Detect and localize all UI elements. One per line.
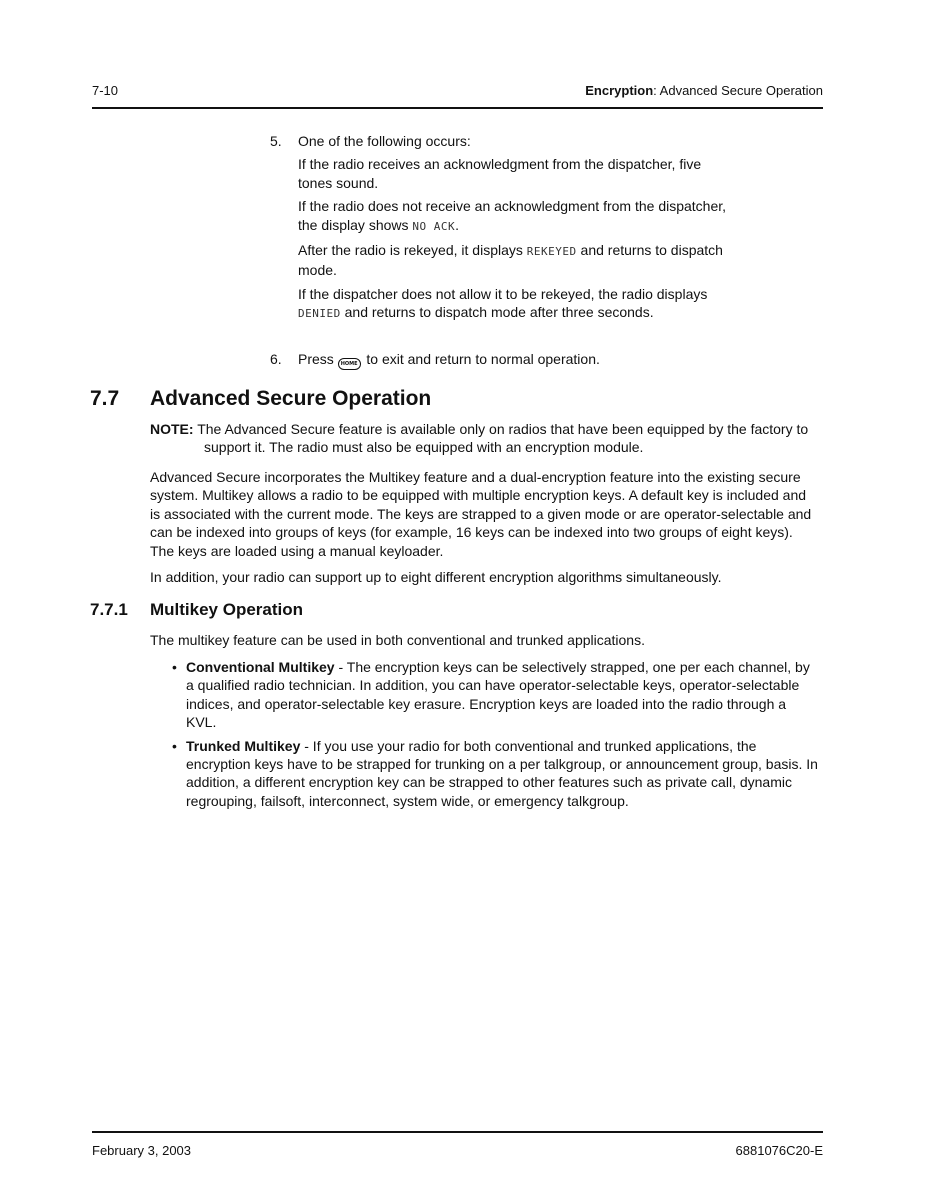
step-paragraph	[298, 350, 730, 370]
bullet-term: Conventional Multikey	[186, 659, 335, 675]
step-paragraph	[298, 197, 730, 236]
bullet-text: - The encryption keys can be selectively strapped, one per each channel, by a qualified radio technician. In addition, you can have operator-selectable keys, operator-selectable indices, and operator-selectable key erasure. Encryption keys are loaded into the radio through a KVL.	[186, 659, 810, 731]
subsection-number: 7.7.1	[90, 600, 128, 619]
step-intro: One of the following occurs:	[298, 133, 471, 149]
text-run: If the dispatcher does not allow it to be rekeyed, the radio displays	[298, 285, 708, 302]
bullet-icon: •	[172, 659, 177, 675]
display-text-no-ack: NO ACK	[412, 219, 456, 233]
section-heading	[90, 387, 431, 411]
text-run: and returns to dispatch mode after three seconds.	[340, 304, 654, 321]
bullet-list	[172, 658, 820, 815]
display-text-denied: DENIED	[298, 307, 341, 321]
paragraph-text: Advanced Secure incorporates the Multikey feature and a dual-encryption feature into the existing secure system. Multikey allows a radio to be equipped with multiple encryption keys. A default key is included and is associated with the current mode. The keys are strapped to a given mode or are operator-selectable and can be indexed into groups of keys (for example, 16 keys can be indexed into two groups of eight keys). The keys are loaded using a manual keyloader.	[150, 469, 812, 559]
section-number: 7.7	[90, 387, 120, 410]
text-run: and returns to dispatch mode.	[298, 242, 723, 279]
step-paragraph	[298, 285, 730, 324]
note-text: The Advanced Secure feature is available only on radios that have been equipped by the factory to support it. The radio must also be equipped with an encryption module.	[193, 421, 809, 456]
section-title: Advanced Secure Operation	[150, 387, 432, 410]
running-header-title: : Advanced Secure Operation	[653, 83, 823, 98]
step-5	[270, 132, 730, 329]
step-paragraph: If the radio receives an acknowledgment from the dispatcher, five tones sound.	[298, 156, 702, 191]
display-text-rekeyed: REKEYED	[526, 245, 577, 259]
footer-doc-number: 6881076C20-E	[735, 1143, 823, 1158]
page-number: 7-10	[92, 83, 119, 98]
subsection-title: Multikey Operation	[150, 600, 304, 619]
body-paragraph	[150, 631, 820, 649]
bullet-term: Trunked Multikey	[186, 737, 301, 754]
body-paragraph	[150, 568, 820, 586]
running-header	[585, 83, 823, 98]
home-key-icon: HOME	[338, 358, 361, 370]
text-run: to exit and return to normal operation.	[362, 351, 600, 367]
text-run: After the radio is rekeyed, it displays	[298, 242, 527, 259]
header-rule	[92, 107, 823, 109]
list-item	[172, 658, 820, 732]
bullet-icon: •	[172, 737, 177, 754]
step-6	[270, 350, 730, 375]
step-number: 6.	[270, 351, 282, 367]
note-label: NOTE:	[150, 421, 194, 437]
text-run: .	[455, 216, 460, 233]
footer-rule	[92, 1131, 823, 1133]
step-paragraph	[298, 241, 730, 280]
subsection-heading	[90, 600, 303, 620]
paragraph-text: The multikey feature can be used in both conventional and trunked applications.	[150, 632, 645, 648]
text-run: Press	[298, 351, 338, 367]
body-paragraph	[150, 468, 820, 560]
step-number: 5.	[270, 133, 282, 149]
footer-date: February 3, 2003	[92, 1143, 192, 1158]
bullet-text: - If you use your radio for both conventional and trunked applications, the encryption keys have to be strapped for trunking on a per talkgroup, or announcement group, basis. In addition, a different encryption key can be strapped to other features such as private call, dynamic regrouping, failsoft, interconnect, system wide, or emergency talkgroup.	[186, 737, 818, 809]
note	[150, 420, 820, 457]
paragraph-text: In addition, your radio can support up to eight different encryption algorithms simultaneously.	[150, 569, 722, 585]
list-item	[172, 737, 820, 811]
running-header-chapter: Encryption	[585, 83, 654, 98]
text-run: If the radio does not receive an acknowledgment from the dispatcher, the display shows	[298, 198, 727, 233]
